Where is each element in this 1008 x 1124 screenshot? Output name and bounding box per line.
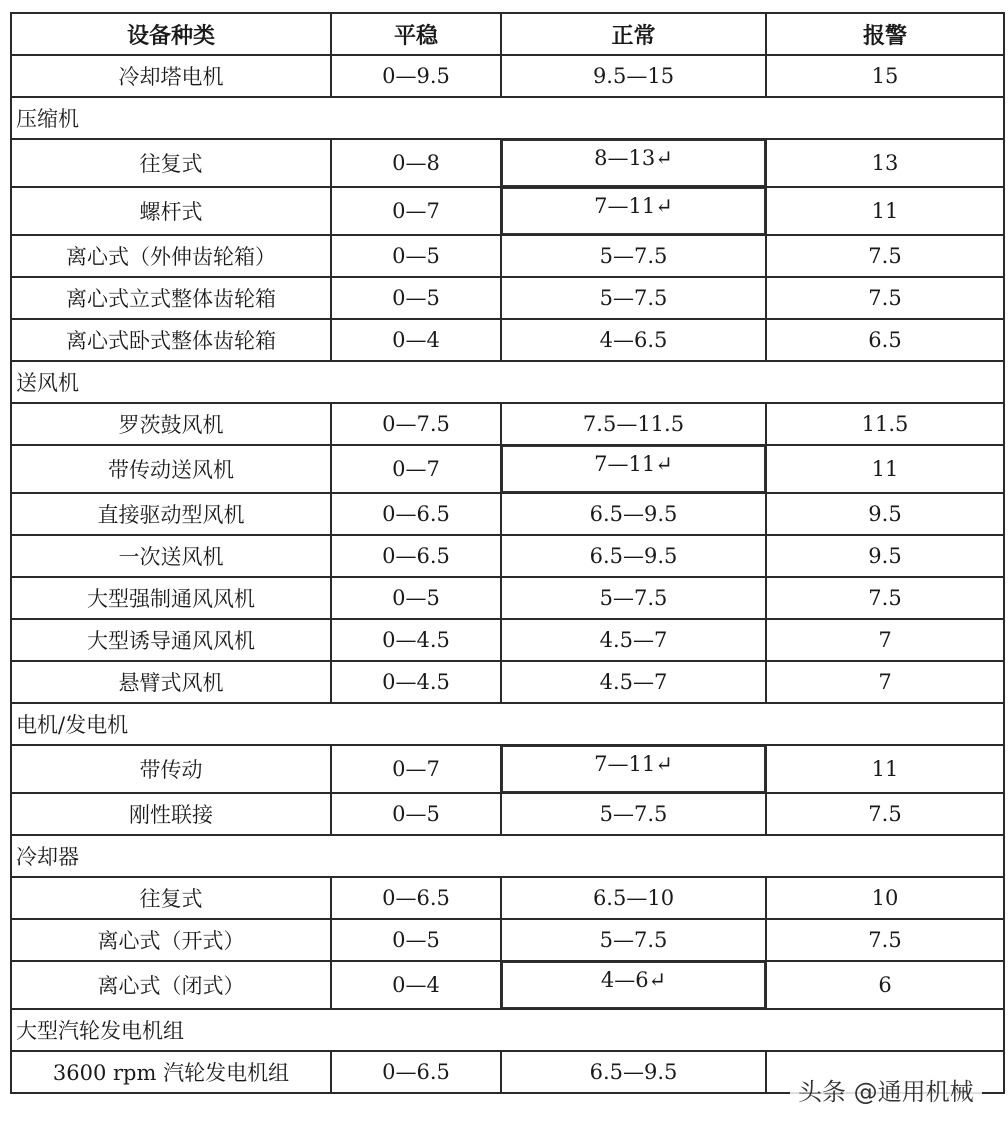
- stable-cell: 0—6.5: [331, 1051, 501, 1093]
- table-row: [11, 277, 1004, 319]
- equipment-cell: 罗茨鼓风机: [11, 403, 331, 445]
- equipment-cell: 3600 rpm 汽轮发电机组: [11, 1051, 331, 1093]
- normal-cell: 5—7.5: [501, 793, 766, 835]
- stable-cell: 0—6.5: [331, 877, 501, 919]
- stable-cell: 0—6.5: [331, 493, 501, 535]
- table-row: [11, 493, 1004, 535]
- stable-cell: 0—5: [331, 277, 501, 319]
- alarm-cell: 11: [766, 187, 1004, 235]
- group-row: [11, 835, 1004, 877]
- table-row: [11, 445, 1004, 493]
- normal-cell: 7—11↵: [501, 445, 766, 493]
- group-label: 大型汽轮发电机组: [11, 1009, 1004, 1051]
- stable-cell: 0—5: [331, 235, 501, 277]
- equipment-cell: 离心式（外伸齿轮箱）: [11, 235, 331, 277]
- normal-cell: 5—7.5: [501, 235, 766, 277]
- normal-cell: 4.5—7: [501, 661, 766, 703]
- group-row: [11, 1009, 1004, 1051]
- alarm-cell: 15: [766, 55, 1004, 97]
- alarm-cell: 6.5: [766, 319, 1004, 361]
- alarm-cell: 7.5: [766, 919, 1004, 961]
- stable-cell: 0—5: [331, 919, 501, 961]
- stable-cell: 0—5: [331, 577, 501, 619]
- header-equipment-type: 设备种类: [11, 13, 331, 55]
- normal-cell: 8—13↵: [501, 139, 766, 187]
- alarm-cell: 7.5: [766, 793, 1004, 835]
- alarm-cell: 7.5: [766, 577, 1004, 619]
- equipment-cell: 离心式卧式整体齿轮箱: [11, 319, 331, 361]
- stable-cell: 0—9.5: [331, 55, 501, 97]
- equipment-cell: 往复式: [11, 139, 331, 187]
- stable-cell: 0—7: [331, 445, 501, 493]
- normal-cell: 9.5—15: [501, 55, 766, 97]
- header-alarm: 报警: [766, 13, 1004, 55]
- normal-cell: 4.5—7: [501, 619, 766, 661]
- equipment-cell: 大型强制通风风机: [11, 577, 331, 619]
- alarm-cell: 9.5: [766, 535, 1004, 577]
- normal-cell: 6.5—9.5: [501, 493, 766, 535]
- equipment-cell: 冷却塔电机: [11, 55, 331, 97]
- stable-cell: 0—4: [331, 961, 501, 1009]
- table-row: [11, 187, 1004, 235]
- alarm-cell: 11.5: [766, 403, 1004, 445]
- normal-cell: 7—11↵: [501, 745, 766, 793]
- group-label: 电机/发电机: [11, 703, 1004, 745]
- table-row: [11, 139, 1004, 187]
- alarm-cell: 9.5: [766, 493, 1004, 535]
- table-row: [11, 877, 1004, 919]
- stable-cell: 0—4: [331, 319, 501, 361]
- table-row: [11, 55, 1004, 97]
- table-row: [11, 403, 1004, 445]
- normal-cell: 6.5—10: [501, 877, 766, 919]
- equipment-cell: 螺杆式: [11, 187, 331, 235]
- vibration-standards-table: [10, 12, 1005, 1094]
- group-row: [11, 97, 1004, 139]
- header-normal: 正常: [501, 13, 766, 55]
- alarm-cell: 6: [766, 961, 1004, 1009]
- normal-cell: 5—7.5: [501, 277, 766, 319]
- equipment-cell: 一次送风机: [11, 535, 331, 577]
- alarm-cell: 13: [766, 139, 1004, 187]
- table-row: [11, 745, 1004, 793]
- stable-cell: 0—6.5: [331, 535, 501, 577]
- equipment-cell: 刚性联接: [11, 793, 331, 835]
- alarm-cell: 7.5: [766, 277, 1004, 319]
- alarm-cell: 7: [766, 661, 1004, 703]
- table-row: [11, 919, 1004, 961]
- alarm-cell: 7.5: [766, 235, 1004, 277]
- equipment-cell: 大型诱导通风风机: [11, 619, 331, 661]
- equipment-cell: 离心式（闭式）: [11, 961, 331, 1009]
- stable-cell: 0—7: [331, 187, 501, 235]
- group-row: [11, 703, 1004, 745]
- alarm-cell: 11: [766, 745, 1004, 793]
- table-row: [11, 577, 1004, 619]
- equipment-cell: 直接驱动型风机: [11, 493, 331, 535]
- table-row: [11, 661, 1004, 703]
- table-row: [11, 961, 1004, 1009]
- stable-cell: 0—7.5: [331, 403, 501, 445]
- normal-cell: 6.5—9.5: [501, 1051, 766, 1093]
- equipment-cell: 带传动送风机: [11, 445, 331, 493]
- normal-cell: 7.5—11.5: [501, 403, 766, 445]
- normal-cell: 4—6.5: [501, 319, 766, 361]
- header-row: [11, 13, 1004, 55]
- alarm-cell: 10: [766, 877, 1004, 919]
- group-label: 冷却器: [11, 835, 1004, 877]
- normal-cell: 7—11↵: [501, 187, 766, 235]
- normal-cell: 5—7.5: [501, 919, 766, 961]
- group-label: 压缩机: [11, 97, 1004, 139]
- table-row: [11, 235, 1004, 277]
- stable-cell: 0—8: [331, 139, 501, 187]
- table-row: [11, 793, 1004, 835]
- table-row: [11, 319, 1004, 361]
- normal-cell: 6.5—9.5: [501, 535, 766, 577]
- alarm-cell: 11: [766, 445, 1004, 493]
- equipment-cell: 离心式（开式）: [11, 919, 331, 961]
- table-row: [11, 619, 1004, 661]
- watermark: 头条 @通用机械: [790, 1070, 982, 1109]
- equipment-cell: 往复式: [11, 877, 331, 919]
- stable-cell: 0—5: [331, 793, 501, 835]
- normal-cell: 4—6↵: [501, 961, 766, 1009]
- stable-cell: 0—4.5: [331, 619, 501, 661]
- group-label: 送风机: [11, 361, 1004, 403]
- table-row: [11, 535, 1004, 577]
- alarm-cell: 7: [766, 619, 1004, 661]
- stable-cell: 0—7: [331, 745, 501, 793]
- table-body: [11, 55, 1004, 1093]
- equipment-cell: 带传动: [11, 745, 331, 793]
- header-stable: 平稳: [331, 13, 501, 55]
- normal-cell: 5—7.5: [501, 577, 766, 619]
- stable-cell: 0—4.5: [331, 661, 501, 703]
- group-row: [11, 361, 1004, 403]
- equipment-cell: 悬臂式风机: [11, 661, 331, 703]
- equipment-cell: 离心式立式整体齿轮箱: [11, 277, 331, 319]
